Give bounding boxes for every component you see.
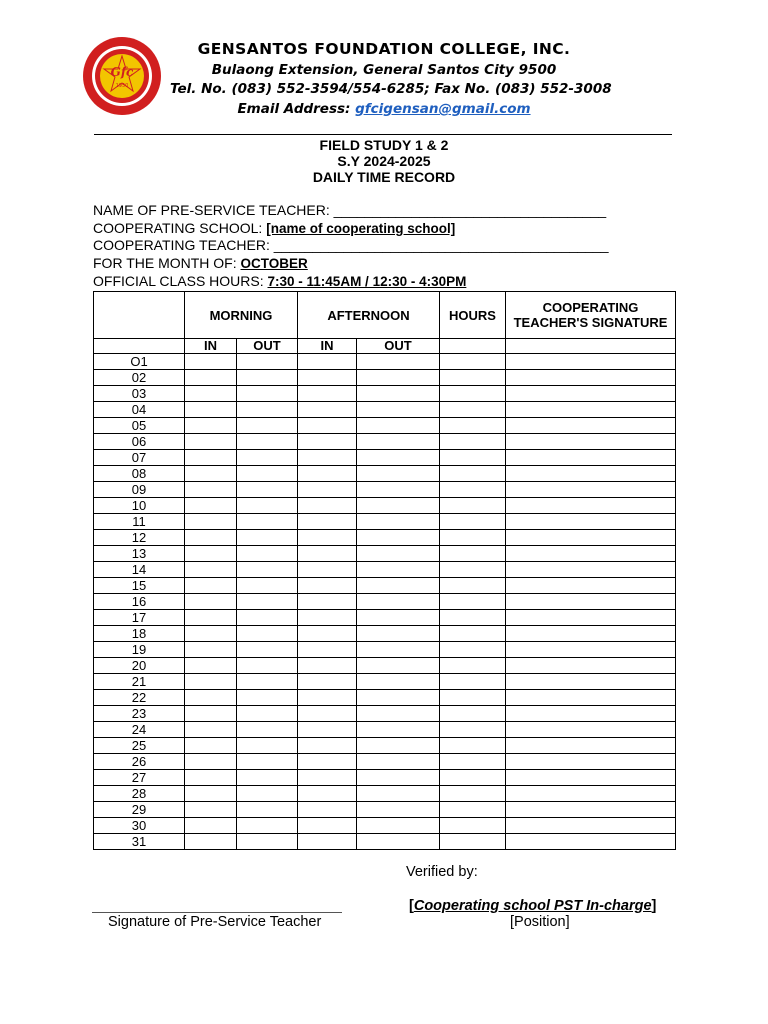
morning-out-cell[interactable] xyxy=(237,530,298,546)
morning-out-cell[interactable] xyxy=(237,498,298,514)
day-cell: 31 xyxy=(94,834,185,850)
table-row xyxy=(94,818,676,834)
morning-out-cell[interactable] xyxy=(237,482,298,498)
cooperating-teacher-line xyxy=(93,237,609,253)
day-cell: 30 xyxy=(94,818,185,834)
hours-cell[interactable] xyxy=(440,402,506,418)
morning-out-cell[interactable] xyxy=(237,626,298,642)
morning-out-cell[interactable] xyxy=(237,354,298,370)
hours-cell[interactable] xyxy=(440,658,506,674)
hours-cell[interactable] xyxy=(440,610,506,626)
signature-cell[interactable] xyxy=(506,466,676,482)
email-link[interactable]: gfcigensan@gmail.com xyxy=(355,101,531,117)
afternoon-out-cell[interactable] xyxy=(357,578,440,594)
morning-in-cell[interactable] xyxy=(185,834,237,850)
hours-cell[interactable] xyxy=(440,418,506,434)
signature-cell[interactable] xyxy=(506,498,676,514)
afternoon-out-cell[interactable] xyxy=(357,386,440,402)
pst-incharge-line: [Cooperating school PST In-charge] xyxy=(409,898,657,914)
afternoon-out-cell[interactable] xyxy=(357,674,440,690)
table-row xyxy=(94,706,676,722)
day-cell: 20 xyxy=(94,658,185,674)
hours-cell[interactable] xyxy=(440,722,506,738)
signature-cell[interactable] xyxy=(506,706,676,722)
afternoon-out-cell[interactable] xyxy=(357,546,440,562)
table-row xyxy=(94,434,676,450)
hours-cell[interactable] xyxy=(440,354,506,370)
cooperating-school-line xyxy=(93,220,455,236)
table-row xyxy=(94,594,676,610)
afternoon-in-cell[interactable] xyxy=(298,834,357,850)
day-cell: 17 xyxy=(94,610,185,626)
day-cell: 29 xyxy=(94,802,185,818)
pst-incharge-position: [Position] xyxy=(510,914,570,930)
afternoon-out-header: OUT xyxy=(357,339,440,354)
morning-out-cell[interactable] xyxy=(237,434,298,450)
day-cell: 13 xyxy=(94,546,185,562)
day-cell: 18 xyxy=(94,626,185,642)
signature-cell[interactable] xyxy=(506,450,676,466)
signature-cell[interactable] xyxy=(506,386,676,402)
morning-in-cell[interactable] xyxy=(185,418,237,434)
afternoon-in-cell[interactable] xyxy=(298,770,357,786)
signature-cell[interactable] xyxy=(506,530,676,546)
afternoon-in-cell[interactable] xyxy=(298,498,357,514)
hours-cell[interactable] xyxy=(440,594,506,610)
morning-in-cell[interactable] xyxy=(185,562,237,578)
header-divider xyxy=(94,134,672,135)
svg-text:Gfc: Gfc xyxy=(110,65,134,79)
afternoon-out-cell[interactable] xyxy=(357,658,440,674)
signature-cell[interactable] xyxy=(506,722,676,738)
morning-in-cell[interactable] xyxy=(185,738,237,754)
afternoon-out-cell[interactable] xyxy=(357,498,440,514)
signature-cell[interactable] xyxy=(506,834,676,850)
morning-out-cell[interactable] xyxy=(237,562,298,578)
morning-in-cell[interactable] xyxy=(185,754,237,770)
day-cell: 15 xyxy=(94,578,185,594)
document-title-school-year: S.Y 2024-2025 xyxy=(337,153,431,169)
afternoon-out-cell[interactable] xyxy=(357,450,440,466)
table-row xyxy=(94,642,676,658)
table-row xyxy=(94,674,676,690)
table-row xyxy=(94,626,676,642)
hours-cell[interactable] xyxy=(440,434,506,450)
afternoon-in-cell[interactable] xyxy=(298,450,357,466)
logo-year: 1950 xyxy=(115,83,129,89)
afternoon-out-cell[interactable] xyxy=(357,722,440,738)
document-title-course: FIELD STUDY 1 & 2 xyxy=(319,137,449,153)
day-header xyxy=(94,292,185,339)
afternoon-in-cell[interactable] xyxy=(298,418,357,434)
table-row xyxy=(94,770,676,786)
morning-in-cell[interactable] xyxy=(185,658,237,674)
day-cell: 07 xyxy=(94,450,185,466)
class-hours-value: 7:30 - 11:45AM / 12:30 - 4:30PM xyxy=(267,274,467,289)
morning-out-cell[interactable] xyxy=(237,658,298,674)
day-cell: 10 xyxy=(94,498,185,514)
table-row xyxy=(94,402,676,418)
afternoon-out-cell[interactable] xyxy=(357,754,440,770)
signature-cell[interactable] xyxy=(506,610,676,626)
morning-out-cell[interactable] xyxy=(237,546,298,562)
afternoon-in-cell[interactable] xyxy=(298,370,357,386)
hours-cell[interactable] xyxy=(440,770,506,786)
table-row xyxy=(94,562,676,578)
hours-cell[interactable] xyxy=(440,498,506,514)
signature-cell[interactable] xyxy=(506,642,676,658)
signature-cell[interactable] xyxy=(506,786,676,802)
morning-in-cell[interactable] xyxy=(185,482,237,498)
signature-cell[interactable] xyxy=(506,418,676,434)
day-cell: 21 xyxy=(94,674,185,690)
table-row xyxy=(94,658,676,674)
afternoon-out-cell[interactable] xyxy=(357,834,440,850)
afternoon-in-cell[interactable] xyxy=(298,386,357,402)
morning-in-cell[interactable] xyxy=(185,386,237,402)
pst-signature-label: Signature of Pre-Service Teacher xyxy=(108,914,322,930)
day-cell: 11 xyxy=(94,514,185,530)
day-cell: 25 xyxy=(94,738,185,754)
afternoon-out-cell[interactable] xyxy=(357,530,440,546)
institution-email-line xyxy=(170,101,598,117)
morning-in-cell[interactable] xyxy=(185,514,237,530)
morning-in-cell[interactable] xyxy=(185,722,237,738)
morning-out-cell[interactable] xyxy=(237,642,298,658)
afternoon-in-cell[interactable] xyxy=(298,722,357,738)
pst-name-line xyxy=(93,202,606,218)
table-row xyxy=(94,786,676,802)
day-cell: 03 xyxy=(94,386,185,402)
day-cell: 22 xyxy=(94,690,185,706)
morning-out-header: OUT xyxy=(237,339,298,354)
afternoon-out-cell[interactable] xyxy=(357,706,440,722)
afternoon-out-cell[interactable] xyxy=(357,354,440,370)
day-cell: 02 xyxy=(94,370,185,386)
signature-cell[interactable] xyxy=(506,594,676,610)
pst-name-label: NAME OF PRE-SERVICE TEACHER: xyxy=(93,202,334,218)
afternoon-out-cell[interactable] xyxy=(357,418,440,434)
afternoon-out-cell[interactable] xyxy=(357,818,440,834)
afternoon-in-cell[interactable] xyxy=(298,546,357,562)
afternoon-out-cell[interactable] xyxy=(357,482,440,498)
table-row xyxy=(94,690,676,706)
signature-cell[interactable] xyxy=(506,658,676,674)
afternoon-in-cell[interactable] xyxy=(298,626,357,642)
afternoon-in-cell[interactable] xyxy=(298,530,357,546)
morning-out-cell[interactable] xyxy=(237,514,298,530)
afternoon-out-cell[interactable] xyxy=(357,738,440,754)
afternoon-in-cell[interactable] xyxy=(298,482,357,498)
day-cell: 14 xyxy=(94,562,185,578)
email-label: Email Address: xyxy=(237,101,356,117)
morning-out-cell[interactable] xyxy=(237,770,298,786)
morning-in-cell[interactable] xyxy=(185,786,237,802)
table-row xyxy=(94,450,676,466)
signature-cell[interactable] xyxy=(506,738,676,754)
afternoon-out-cell[interactable] xyxy=(357,786,440,802)
afternoon-header: AFTERNOON xyxy=(298,292,440,339)
hours-cell[interactable] xyxy=(440,642,506,658)
morning-in-cell[interactable] xyxy=(185,402,237,418)
hours-cell[interactable] xyxy=(440,690,506,706)
signature-cell[interactable] xyxy=(506,370,676,386)
signature-cell[interactable] xyxy=(506,482,676,498)
class-hours-line xyxy=(93,273,466,289)
day-cell: O1 xyxy=(94,354,185,370)
table-row xyxy=(94,370,676,386)
table-row xyxy=(94,354,676,370)
day-cell: 08 xyxy=(94,466,185,482)
day-cell: 26 xyxy=(94,754,185,770)
afternoon-out-cell[interactable] xyxy=(357,434,440,450)
afternoon-in-cell[interactable] xyxy=(298,578,357,594)
morning-in-cell[interactable] xyxy=(185,434,237,450)
morning-in-cell[interactable] xyxy=(185,594,237,610)
hours-cell[interactable] xyxy=(440,450,506,466)
morning-out-cell[interactable] xyxy=(237,578,298,594)
hours-cell[interactable] xyxy=(440,386,506,402)
hours-cell[interactable] xyxy=(440,626,506,642)
table-row xyxy=(94,514,676,530)
morning-out-cell[interactable] xyxy=(237,738,298,754)
pst-incharge-name: Cooperating school PST In-charge xyxy=(413,898,652,914)
afternoon-out-cell[interactable] xyxy=(357,802,440,818)
afternoon-in-cell[interactable] xyxy=(298,434,357,450)
afternoon-out-cell[interactable] xyxy=(357,594,440,610)
morning-in-cell[interactable] xyxy=(185,610,237,626)
hours-cell[interactable] xyxy=(440,818,506,834)
hours-cell[interactable] xyxy=(440,754,506,770)
hours-cell[interactable] xyxy=(440,706,506,722)
pst-name-blank: ___________________________________ xyxy=(333,202,607,218)
signature-cell[interactable] xyxy=(506,690,676,706)
day-cell: 23 xyxy=(94,706,185,722)
pst-signature-line xyxy=(92,912,342,913)
hours-cell[interactable] xyxy=(440,674,506,690)
day-subheader xyxy=(94,339,185,354)
morning-out-cell[interactable] xyxy=(237,386,298,402)
afternoon-out-cell[interactable] xyxy=(357,690,440,706)
afternoon-in-cell[interactable] xyxy=(298,706,357,722)
morning-out-cell[interactable] xyxy=(237,610,298,626)
month-value: OCTOBER xyxy=(240,256,308,271)
afternoon-in-cell[interactable] xyxy=(298,402,357,418)
morning-in-cell[interactable] xyxy=(185,578,237,594)
day-cell: 12 xyxy=(94,530,185,546)
morning-in-cell[interactable] xyxy=(185,466,237,482)
afternoon-in-cell[interactable] xyxy=(298,562,357,578)
morning-in-cell[interactable] xyxy=(185,370,237,386)
table-row xyxy=(94,754,676,770)
afternoon-out-cell[interactable] xyxy=(357,626,440,642)
hours-subheader xyxy=(440,339,506,354)
morning-out-cell[interactable] xyxy=(237,802,298,818)
morning-in-cell[interactable] xyxy=(185,354,237,370)
signature-cell[interactable] xyxy=(506,770,676,786)
table-row xyxy=(94,386,676,402)
morning-out-cell[interactable] xyxy=(237,690,298,706)
morning-in-cell[interactable] xyxy=(185,498,237,514)
table-subheader-row xyxy=(94,339,676,354)
month-label: FOR THE MONTH OF: xyxy=(93,255,241,271)
afternoon-in-cell[interactable] xyxy=(298,754,357,770)
cooperating-teacher-blank: ___________________________________________ xyxy=(273,237,609,253)
hours-cell[interactable] xyxy=(440,546,506,562)
afternoon-in-cell[interactable] xyxy=(298,610,357,626)
morning-in-cell[interactable] xyxy=(185,626,237,642)
morning-in-cell[interactable] xyxy=(185,706,237,722)
afternoon-in-cell[interactable] xyxy=(298,514,357,530)
afternoon-in-cell[interactable] xyxy=(298,354,357,370)
afternoon-in-cell[interactable] xyxy=(298,674,357,690)
table-row xyxy=(94,578,676,594)
morning-in-header: IN xyxy=(185,339,237,354)
morning-out-cell[interactable] xyxy=(237,834,298,850)
afternoon-in-cell[interactable] xyxy=(298,818,357,834)
college-seal-logo xyxy=(82,36,162,116)
institution-address: Bulaong Extension, General Santos City 9500 xyxy=(211,62,557,78)
hours-cell[interactable] xyxy=(440,738,506,754)
table-row xyxy=(94,610,676,626)
class-hours-label: OFFICIAL CLASS HOURS: xyxy=(93,273,268,289)
morning-in-cell[interactable] xyxy=(185,642,237,658)
morning-in-cell[interactable] xyxy=(185,450,237,466)
cooperating-school-label: COOPERATING SCHOOL: xyxy=(93,220,267,236)
hours-cell[interactable] xyxy=(440,802,506,818)
afternoon-in-cell[interactable] xyxy=(298,802,357,818)
day-cell: 27 xyxy=(94,770,185,786)
morning-out-cell[interactable] xyxy=(237,674,298,690)
table-header-row xyxy=(94,292,676,339)
hours-header: HOURS xyxy=(440,292,506,339)
hours-cell[interactable] xyxy=(440,562,506,578)
afternoon-out-cell[interactable] xyxy=(357,466,440,482)
morning-header: MORNING xyxy=(185,292,298,339)
hours-cell[interactable] xyxy=(440,370,506,386)
table-row xyxy=(94,738,676,754)
signature-cell[interactable] xyxy=(506,434,676,450)
afternoon-out-cell[interactable] xyxy=(357,610,440,626)
day-cell: 06 xyxy=(94,434,185,450)
day-cell: 16 xyxy=(94,594,185,610)
signature-subheader xyxy=(506,339,676,354)
signature-cell[interactable] xyxy=(506,626,676,642)
signature-cell[interactable] xyxy=(506,802,676,818)
hours-cell[interactable] xyxy=(440,834,506,850)
table-row xyxy=(94,834,676,850)
hours-cell[interactable] xyxy=(440,530,506,546)
afternoon-in-cell[interactable] xyxy=(298,658,357,674)
signature-cell[interactable] xyxy=(506,578,676,594)
day-cell: 05 xyxy=(94,418,185,434)
morning-out-cell[interactable] xyxy=(237,722,298,738)
hours-cell[interactable] xyxy=(440,482,506,498)
morning-in-cell[interactable] xyxy=(185,546,237,562)
month-line xyxy=(93,255,308,271)
table-row xyxy=(94,418,676,434)
afternoon-in-cell[interactable] xyxy=(298,466,357,482)
morning-out-cell[interactable] xyxy=(237,594,298,610)
afternoon-out-cell[interactable] xyxy=(357,402,440,418)
afternoon-in-cell[interactable] xyxy=(298,690,357,706)
morning-out-cell[interactable] xyxy=(237,754,298,770)
morning-out-cell[interactable] xyxy=(237,418,298,434)
table-row xyxy=(94,530,676,546)
institution-name: GENSANTOS FOUNDATION COLLEGE, INC. xyxy=(197,40,571,58)
morning-out-cell[interactable] xyxy=(237,370,298,386)
afternoon-out-cell[interactable] xyxy=(357,514,440,530)
afternoon-in-cell[interactable] xyxy=(298,786,357,802)
signature-cell[interactable] xyxy=(506,674,676,690)
table-row xyxy=(94,466,676,482)
signature-cell[interactable] xyxy=(506,354,676,370)
table-row xyxy=(94,722,676,738)
afternoon-out-cell[interactable] xyxy=(357,562,440,578)
signature-cell[interactable] xyxy=(506,754,676,770)
morning-in-cell[interactable] xyxy=(185,770,237,786)
day-cell: 19 xyxy=(94,642,185,658)
day-rows xyxy=(94,354,676,850)
day-cell: 28 xyxy=(94,786,185,802)
afternoon-in-cell[interactable] xyxy=(298,642,357,658)
morning-out-cell[interactable] xyxy=(237,818,298,834)
hours-cell[interactable] xyxy=(440,578,506,594)
cooperating-teacher-label: COOPERATING TEACHER: xyxy=(93,237,274,253)
afternoon-in-cell[interactable] xyxy=(298,594,357,610)
morning-in-cell[interactable] xyxy=(185,802,237,818)
hours-cell[interactable] xyxy=(440,514,506,530)
hours-cell[interactable] xyxy=(440,466,506,482)
signature-cell[interactable] xyxy=(506,818,676,834)
table-row xyxy=(94,802,676,818)
morning-out-cell[interactable] xyxy=(237,706,298,722)
day-cell: 24 xyxy=(94,722,185,738)
afternoon-in-header: IN xyxy=(298,339,357,354)
signature-header: COOPERATING TEACHER'S SIGNATURE xyxy=(506,292,676,339)
afternoon-out-cell[interactable] xyxy=(357,770,440,786)
document-title: DAILY TIME RECORD xyxy=(312,169,456,185)
signature-cell[interactable] xyxy=(506,514,676,530)
morning-in-cell[interactable] xyxy=(185,818,237,834)
cooperating-school-value: [name of cooperating school] xyxy=(266,221,456,236)
afternoon-out-cell[interactable] xyxy=(357,642,440,658)
signature-cell[interactable] xyxy=(506,546,676,562)
verified-by-label: Verified by: xyxy=(406,864,478,880)
signature-cell[interactable] xyxy=(506,562,676,578)
morning-out-cell[interactable] xyxy=(237,786,298,802)
afternoon-out-cell[interactable] xyxy=(357,370,440,386)
morning-in-cell[interactable] xyxy=(185,674,237,690)
morning-in-cell[interactable] xyxy=(185,690,237,706)
signature-cell[interactable] xyxy=(506,402,676,418)
morning-out-cell[interactable] xyxy=(237,402,298,418)
hours-cell[interactable] xyxy=(440,786,506,802)
daily-time-record-table xyxy=(93,291,676,850)
morning-in-cell[interactable] xyxy=(185,530,237,546)
table-row xyxy=(94,482,676,498)
table-row xyxy=(94,498,676,514)
day-cell: 04 xyxy=(94,402,185,418)
day-cell: 09 xyxy=(94,482,185,498)
afternoon-in-cell[interactable] xyxy=(298,738,357,754)
table-row xyxy=(94,546,676,562)
morning-out-cell[interactable] xyxy=(237,450,298,466)
morning-out-cell[interactable] xyxy=(237,466,298,482)
institution-contact: Tel. No. (083) 552-3594/554-6285; Fax No. (083) 552-3008 xyxy=(170,81,612,97)
